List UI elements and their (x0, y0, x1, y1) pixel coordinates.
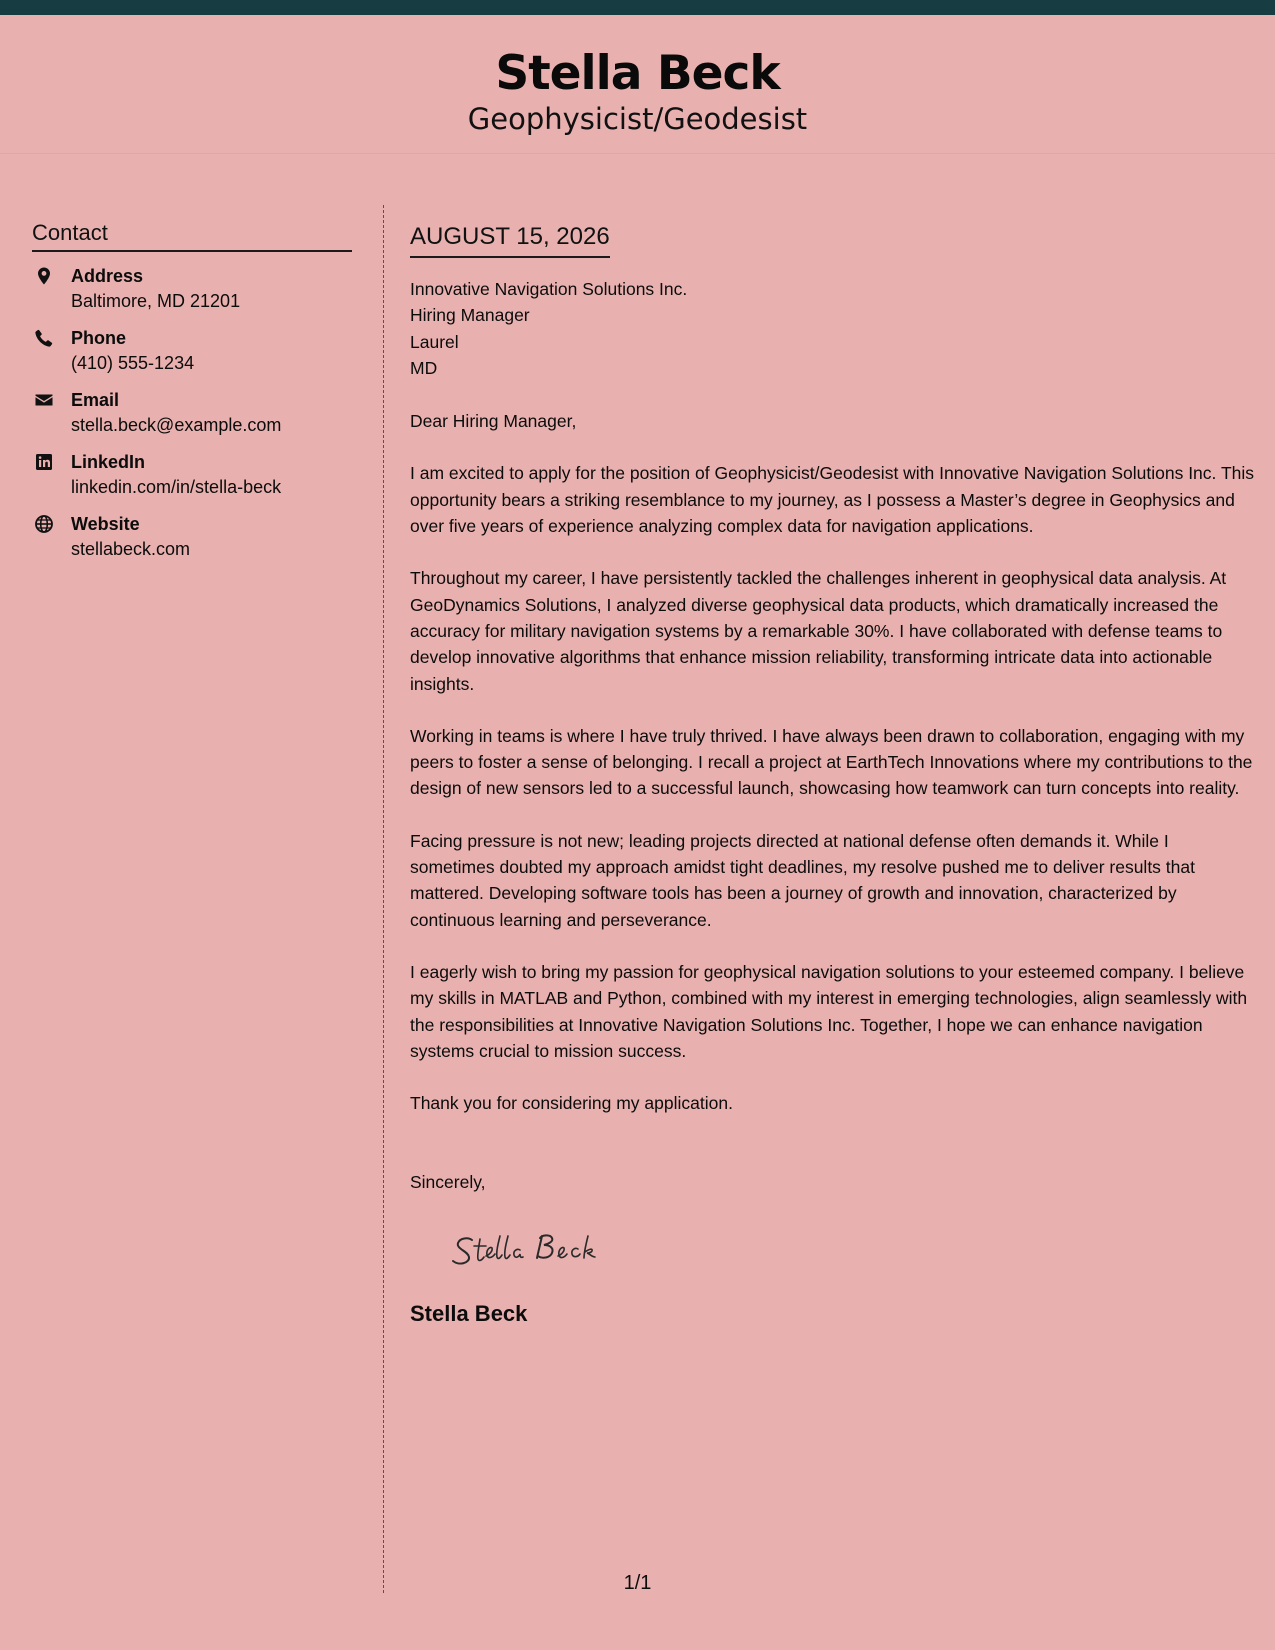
paragraph: I eagerly wish to bring my passion for geophysical navigation solutions to your esteemed company. I believe my skills in MATLAB and Python, combined with my interest in emerging technologies, align seamlessly with the responsibilities at Innovative Navigation Solutions Inc. Together, I hope we can enhance navigation systems crucial to mission success. (410, 961, 1248, 1061)
contact-value: stella.beck@example.com (71, 415, 282, 435)
contact-value: Baltimore, MD 21201 (71, 291, 241, 311)
signature-image (450, 1224, 630, 1274)
paragraph: Facing pressure is not new; leading projects directed at national defense often demands it. While I sometimes doubted my approach amidst tight deadlines, my resolve pushed me to deliver results that mattered. Developing software tools has been a journey of growth and innovation, characterized by continuous learning and perseverance. (410, 830, 1195, 930)
recipient-state: MD (410, 357, 438, 378)
recipient-city: Laurel (410, 331, 459, 352)
closing-line: Thank you for considering my application. (410, 1093, 733, 1114)
top-bar (0, 0, 1275, 15)
contact-phone (32, 326, 352, 376)
contact-value: (410) 555-1234 (71, 353, 195, 373)
contact-label: Phone (71, 328, 127, 348)
header (0, 15, 1275, 154)
letter-body (410, 220, 1255, 1329)
recipient-company: Innovative Navigation Solutions Inc. (410, 279, 688, 299)
contact-label: LinkedIn (71, 452, 146, 472)
salutation: Dear Hiring Manager, (410, 411, 577, 432)
signer-name: Stella Beck (410, 1301, 528, 1327)
letter-date: AUGUST 15, 2026 (410, 220, 610, 258)
contact-value: linkedin.com/in/stella-beck (71, 477, 282, 497)
recipient-role: Hiring Manager (410, 305, 530, 326)
envelope-icon (34, 390, 54, 410)
job-title: Geophysicist/Geodesist (467, 102, 808, 136)
contact-label: Email (71, 390, 120, 410)
signoff: Sincerely, (410, 1172, 486, 1193)
paragraph: Throughout my career, I have persistently tackled the challenges inherent in geophysical data analysis. At GeoDynamics Solutions, I analyzed diverse geophysical data products, which dramatically increased the accuracy for military navigation systems by a remarkable 30%. I have collaborated with defense teams to develop innovative algorithms that enhance mission reliability, transforming intricate data into actionable insights. (410, 568, 1227, 694)
map-pin-icon (34, 266, 54, 286)
recipient-block (410, 276, 1255, 381)
applicant-name: Stella Beck (495, 46, 780, 101)
paragraph: Working in teams is where I have truly thrived. I have always been drawn to collaboration, engaging with my peers to foster a sense of belonging. I recall a project at EarthTech Innovations where my contributions to the design of new sensors led to a successful launch, showcasing how teamwork can turn concepts into reality. (410, 725, 1253, 799)
contact-label: Address (71, 266, 144, 286)
contact-linkedin (32, 450, 352, 500)
contact-heading: Contact (32, 218, 352, 252)
contact-label: Website (71, 514, 140, 534)
globe-icon (34, 514, 54, 534)
contact-address (32, 264, 352, 314)
contact-email (32, 388, 352, 438)
contact-value: stellabeck.com (71, 539, 191, 559)
page-number: 1/1 (623, 1572, 652, 1594)
contact-sidebar (32, 218, 352, 562)
paragraph: I am excited to apply for the position of Geophysicist/Geodesist with Innovative Navigation Solutions Inc. This opportunity bears a striking resemblance to my journey, as I possess a Master’s degree in Geophysics and over five years of experience analyzing complex data for navigation applications. (410, 463, 1255, 537)
linkedin-icon (34, 452, 54, 472)
column-divider (383, 205, 384, 1593)
phone-icon (34, 328, 54, 348)
contact-website (32, 512, 352, 562)
